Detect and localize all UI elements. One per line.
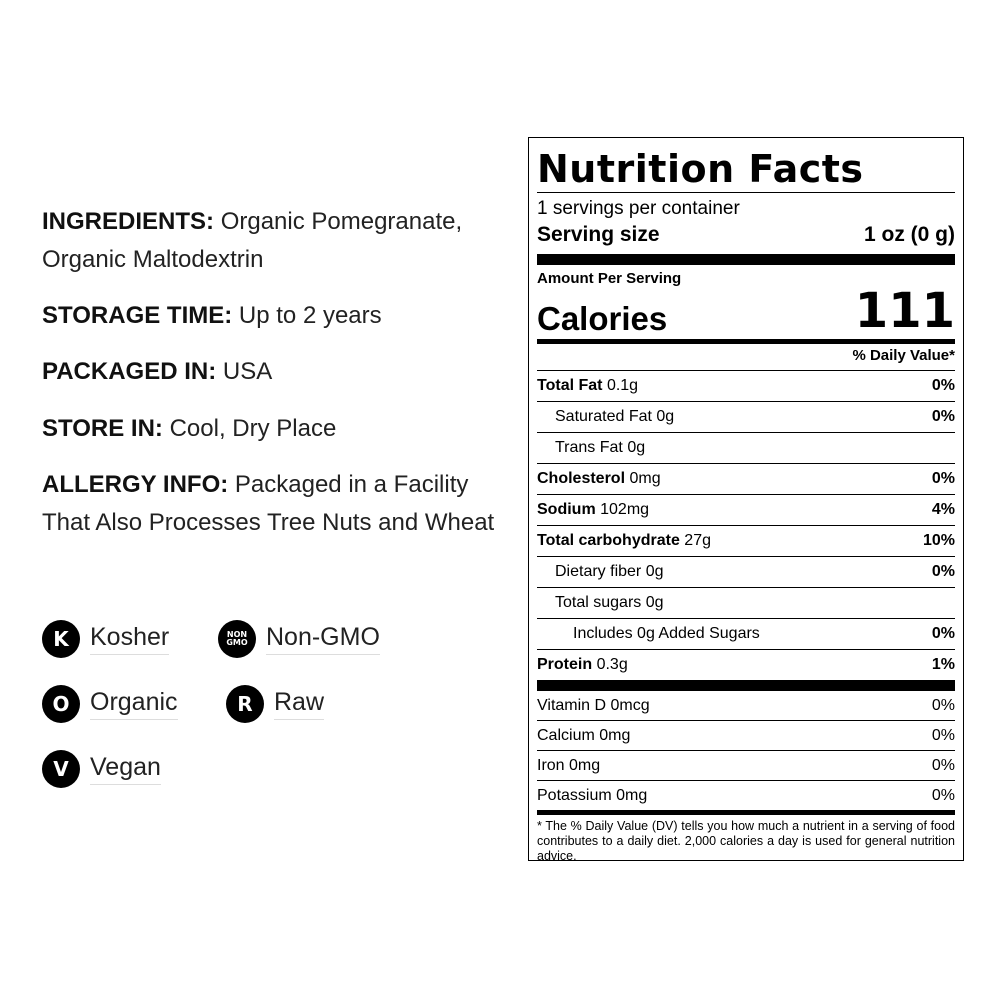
medium-divider <box>537 810 955 815</box>
organic-label: Organic <box>90 688 178 720</box>
non-gmo-label: Non-GMO <box>266 623 380 655</box>
vegan-label: Vegan <box>90 753 161 785</box>
allergy-info <box>42 466 522 542</box>
packaged-in-label: PACKAGED IN: <box>42 358 217 385</box>
nutrition-facts-title: Nutrition Facts <box>537 147 864 191</box>
vitamin-pct: 0% <box>931 726 955 744</box>
nutrient-row <box>537 401 955 432</box>
nutrient-pct: 0% <box>931 408 955 425</box>
organic-icon: O <box>42 685 80 723</box>
nutrient-amount: Dietary fiber 0g <box>555 563 664 580</box>
non-gmo-icon <box>218 620 256 658</box>
nutrient-name: Cholesterol <box>537 470 626 487</box>
nutrient-name: Protein <box>537 656 593 673</box>
nutrient-pct: 0% <box>931 563 955 580</box>
nutrient-row <box>537 463 955 494</box>
nutrient-amount: Total sugars 0g <box>555 594 664 611</box>
calories-label: Calories <box>537 300 668 337</box>
non-gmo-badge <box>218 620 380 658</box>
packaged-in-info <box>42 353 522 391</box>
serving-size-row <box>537 221 955 254</box>
nutrient-row <box>537 432 955 463</box>
nutrient-pct: 4% <box>931 501 955 518</box>
nutrient-pct: 10% <box>922 532 955 549</box>
kosher-label: Kosher <box>90 623 169 655</box>
kosher-badge <box>42 620 169 658</box>
store-in-info <box>42 410 522 448</box>
raw-badge <box>226 685 324 723</box>
servings-per-container: 1 servings per container <box>537 198 740 219</box>
vitamin-row <box>537 780 955 810</box>
vitamin-name: Calcium 0mg <box>537 726 631 744</box>
storage-time-info <box>42 297 522 335</box>
vegan-icon: V <box>42 750 80 788</box>
ingredients-info <box>42 203 522 279</box>
calories-value: 111 <box>854 283 955 339</box>
nutrient-amount: 0.3g <box>596 656 628 673</box>
vitamin-pct: 0% <box>931 696 955 714</box>
vegan-badge <box>42 750 161 788</box>
daily-value-header: % Daily Value* <box>852 347 955 364</box>
divider <box>537 192 955 193</box>
nutrient-amount: Includes 0g Added Sugars <box>573 625 760 642</box>
nutrient-row <box>537 618 955 649</box>
nutrient-pct: 0% <box>931 377 955 394</box>
vitamin-row <box>537 720 955 750</box>
raw-label: Raw <box>274 688 324 720</box>
nutrition-facts-panel <box>528 137 964 861</box>
ingredients-value: Organic Pomegranate, Organic Maltodextrin <box>42 208 463 273</box>
nutrient-row <box>537 649 955 680</box>
nutrient-amount: 27g <box>684 532 711 549</box>
packaged-in-value: USA <box>222 358 273 385</box>
vitamin-row <box>537 750 955 780</box>
non-gmo-icon-top: NON <box>226 630 248 639</box>
nutrient-row <box>537 556 955 587</box>
vitamin-name: Vitamin D 0mcg <box>537 696 650 714</box>
nutrient-name: Total Fat <box>537 377 603 394</box>
nutrient-row <box>537 370 955 401</box>
nutrient-amount: Saturated Fat 0g <box>555 408 675 425</box>
vitamin-pct: 0% <box>931 756 955 774</box>
nutrient-amount: Trans Fat 0g <box>555 439 646 456</box>
vitamin-name: Potassium 0mg <box>537 786 648 804</box>
allergy-label: ALLERGY INFO: <box>42 471 229 498</box>
nutrient-amount: 0.1g <box>606 377 639 394</box>
raw-icon: R <box>226 685 264 723</box>
serving-size-value: 1 oz (0 g) <box>863 223 955 246</box>
nutrient-name: Total carbohydrate <box>537 532 680 549</box>
nutrient-pct: 0% <box>931 625 955 642</box>
kosher-icon: K <box>42 620 80 658</box>
nutrient-row <box>537 587 955 618</box>
nutrient-amount: 0mg <box>629 470 661 487</box>
amount-per-serving: Amount Per Serving <box>537 270 682 287</box>
storage-time-value: Up to 2 years <box>238 302 382 329</box>
vitamin-name: Iron 0mg <box>537 756 601 774</box>
nutrient-name: Sodium <box>537 501 596 518</box>
calories-row <box>537 283 955 339</box>
thick-divider <box>537 680 955 691</box>
serving-size-label: Serving size <box>537 223 660 246</box>
store-in-value: Cool, Dry Place <box>169 415 337 442</box>
nutrient-pct: 1% <box>931 656 955 673</box>
nutrient-amount: 102mg <box>600 501 650 518</box>
storage-time-label: STORAGE TIME: <box>42 302 233 329</box>
nutrient-row <box>537 494 955 525</box>
daily-value-footnote: * The % Daily Value (DV) tells you how much a nutrient in a serving of food contributes to a daily diet. 2,000 calories a day is used for general nutrition advice. <box>537 819 955 863</box>
non-gmo-icon-bottom: GMO <box>226 638 248 647</box>
ingredients-label: INGREDIENTS: <box>42 208 215 235</box>
organic-badge <box>42 685 178 723</box>
store-in-label: STORE IN: <box>42 415 163 442</box>
thick-divider <box>537 254 955 265</box>
vitamin-pct: 0% <box>931 786 955 804</box>
nutrient-pct: 0% <box>931 470 955 487</box>
vitamin-row <box>537 691 955 720</box>
nutrient-row <box>537 525 955 556</box>
allergy-value: Packaged in a Facility That Also Processes Tree Nuts and Wheat <box>42 471 495 536</box>
